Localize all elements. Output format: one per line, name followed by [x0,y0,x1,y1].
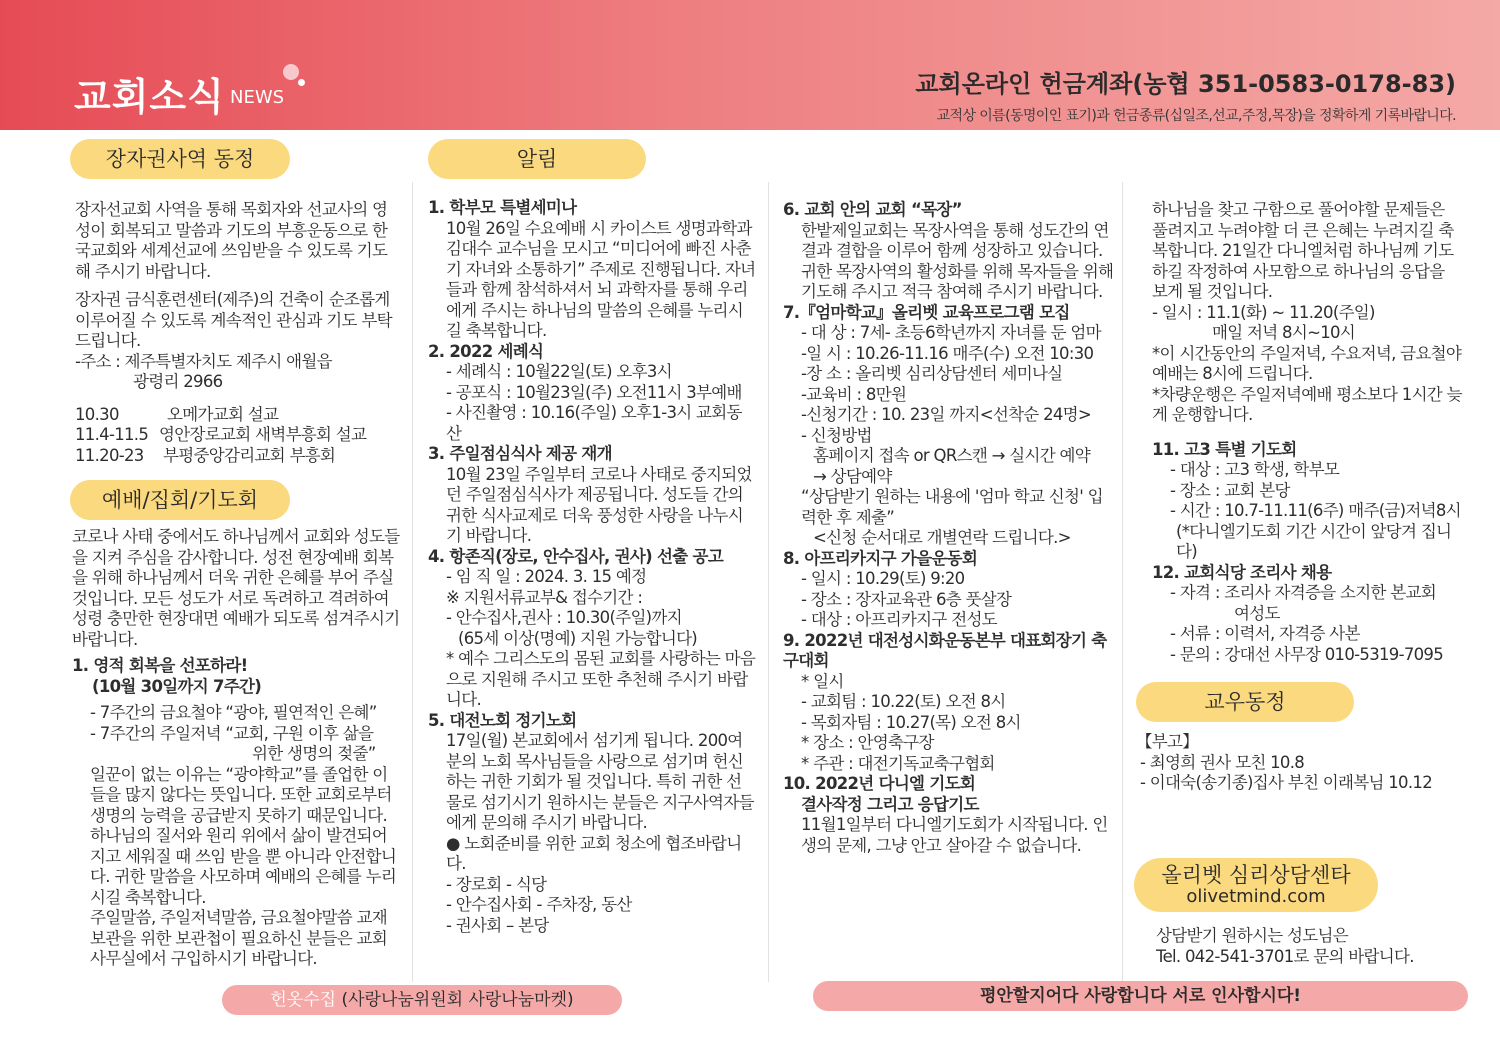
notice-line: - 자격 : 조리사 자격증을 소지한 본교회 [1170,583,1436,602]
notice-line: - 문의 : 강대선 사무장 010-5319-7095 [1170,644,1444,664]
notice-line: * 장소 : 안영축구장 [801,733,934,752]
notice-subtitle: 결사작정 그리고 응답기도 [801,794,979,814]
notice-line: (*다니엘기도회 기간 시간이 앞당겨 집니다) [1176,521,1452,561]
notice-line: - 신청방법 [801,425,872,445]
notice-line: -신청기간 : 10. 23일 까지<선착순 24명> [801,405,1092,424]
item-line: - 7주간의 금요철야 “광야, 필연적인 은혜” [90,703,377,722]
notice-bullet: ● 노회준비를 위한 교회 청소에 협조바랍니다. [446,833,742,873]
notice-line: - 임 직 일 : 2024. 3. 15 예정 [446,567,647,586]
members-section [1136,732,1466,794]
notice-body: 11월1일부터 다니엘기도회가 시작됩니다. 인생의 문제, 그냥 안고 살아갈 수 없습니다. [801,815,1108,855]
notice-line: - 장로회 - 식당 [446,874,547,894]
notice-body: * 예수 그리스도의 몸된 교회를 사랑하는 마음으로 지원해 주시고 또한 추천해 주시기 바랍니다. [446,649,756,709]
notice-line: ※ 지원서류교부& 접수기간 : [446,587,643,607]
notice-line: - 장소 : 교회 본당 [1170,480,1290,500]
item-subtitle: (10월 30일까지 7주간) [92,676,262,696]
olivet-line: 상담받기 원하시는 성도님은 [1156,926,1348,945]
olivet-line: Tel. 042-541-3701로 문의 바랍니다. [1156,946,1414,966]
section-pill-olivet [1134,858,1378,912]
account-note: 교적상 이름(동명이인 표기)과 헌금종류(십일조,선교,주정,목장)을 정확하게 기록바랍니다. [936,108,1456,124]
section-pill-members: 교우동정 [1136,682,1354,722]
address-line: -주소 : 제주특별자치도 제주시 애월읍 [75,351,332,371]
schedule-date: 11.20-23 [75,445,144,465]
notice-line: - 대상 : 고3 학생, 학부모 [1170,460,1340,479]
section-pill-worship: 예배/집회/기도회 [70,480,290,520]
notice-body: 하나님을 찾고 구함으로 풀어야할 문제들은 풀려지고 누려야할 더 큰 은혜는 누려지길 축복합니다. 21일간 다니엘처럼 하나님께 기도하길 작정하여 사모함으로 하나님의 응답을 보게 될 것입니다. [1152,200,1454,301]
notice-title: 7.『엄마학교』올리벳 교육프로그램 모집 [783,302,1070,322]
notice-line: - 목회자팀 : 10.27(목) 오전 8시 [801,712,1021,732]
footer-clothes-collection [222,985,622,1015]
notice-line: - 대 상 : 7세- 초등6학년까지 자녀를 둔 엄마 [801,323,1101,342]
notice-body: 10월 26일 수요예배 시 카이스트 생명과학과 김대수 교수님을 모시고 “미디어에 빠진 사춘기 자녀와 소통하기” 주제로 진행됩니다. 자녀들과 함께 참석하셔서 뇌 과학자를 통해 우리에게 주시는 하나님의 말씀의 은혜를 누리시길 축복합니다. [446,218,756,340]
members-line: - 최영희 권사 모친 10.8 [1140,752,1305,772]
notice-line: - 권사회 – 본당 [446,915,549,935]
decor-dot-large [283,64,299,80]
notice-line: - 장소 : 장자교육관 6층 풋살장 [801,589,1012,609]
schedule-row [75,425,400,446]
notice-line: 여성도 [1234,603,1280,623]
section-pill-notice: 알림 [428,139,646,179]
notice-title: 6. 교회 안의 교회 “목장” [783,200,962,219]
notice-line: * 일시 [801,671,844,691]
notice-line: - 교회팀 : 10.22(토) 오전 8시 [801,692,1006,711]
decor-dot-small [298,79,305,86]
notice-title: 1. 학부모 특별세미나 [428,198,577,217]
newsletter-title: 교회소식 [74,75,225,119]
notice-title: 5. 대전노회 정기노회 [428,710,577,730]
address-line: 광령리 2966 [133,372,223,391]
notice-line: - 공포식 : 10월23일(주) 오전11시 3부예배 [446,382,742,402]
notice-line: * 주관 : 대전기독교축구협회 [801,753,995,773]
schedule-text: 부평중앙감리교회 부흥회 [163,445,336,465]
column-divider [412,182,413,982]
notice-title: 4. 항존직(장로, 안수집사, 권사) 선출 공고 [428,546,723,566]
notice-line: → 상담예약 [813,466,892,486]
notice-line: -장 소 : 올리벳 심리상담센터 세미나실 [801,364,1063,383]
section-pill-mission: 장자권사역 동정 [70,139,290,179]
notice-line: *이 시간동안의 주일저녁, 수요저녁, 금요철야예배는 8시에 드립니다. [1152,343,1462,383]
column-3 [783,200,1115,856]
notice-title: 2. 2022 세례식 [428,341,544,361]
worship-paragraph: 코로나 사태 중에서도 하나님께서 교회와 성도들을 지켜 주심을 감사합니다. 성전 현장예배 회복을 위해 하나님께서 더욱 귀한 은혜를 부어 주실 것입니다. 모든 성도가 서로 독려하고 격려하여 성령 충만한 현장대면 예배가 되도록 섬겨주시기 바랍니다. [72,527,400,649]
notice-line: (65세 이상(명예) 지원 가능합니다) [458,628,698,648]
notice-body: 10월 23일 주일부터 코로나 사태로 중지되었던 주일점심식사가 제공됩니다. 성도들 간의 귀한 식사교제로 더욱 풍성한 사랑을 나누시기 바랍니다. [446,464,752,545]
notice-line: 매일 저녁 8시~10시 [1212,323,1356,342]
schedule-row [75,446,400,467]
notice-line: - 안수집사회 - 주차장, 동산 [446,895,632,914]
notice-title: 12. 교회식당 조리사 채용 [1152,562,1332,582]
notice-title: 3. 주일점심식사 제공 재개 [428,444,612,463]
notice-line: 홈페이지 접속 or QR스캔 → 실시간 예약 [813,446,1091,465]
footer-clothes-detail: (사랑나눔위원회 사랑나눔마켓) [341,990,574,1010]
notice-line: - 사진촬영 : 10.16(주일) 오후1-3시 교회동산 [446,403,742,443]
notice-line: - 세례식 : 10월22일(토) 오후3시 [446,362,672,381]
notice-line: - 서류 : 이력서, 자격증 사본 [1170,624,1360,643]
schedule-date: 10.30 [75,404,119,424]
footer-greeting: 평안할지어다 사랑합니다 서로 인사합시다! [813,981,1468,1011]
notice-line: <신청 순서대로 개별연락 드립니다.> [813,528,1071,547]
column-2 [428,198,756,936]
members-label: 【부고】 [1136,732,1199,751]
mission-paragraph: 장자권 금식훈련센터(제주)의 건축이 순조롭게 이루어질 수 있도록 계속적인 관심과 기도 부탁드립니다. [75,290,392,350]
notice-title: 9. 2022년 대전성시화운동본부 대표회장기 축구대회 [783,630,1107,670]
item-title: 1. 영적 회복을 선포하라! [72,656,248,675]
item-paragraph: 주일말씀, 주일저녁말씀, 금요철야말씀 교재 보관을 위한 보관첩이 필요하신 분들은 교회 사무실에서 구입하시기 바랍니다. [90,908,388,968]
olivet-name: 올리벳 심리상담센타 [1161,863,1351,887]
notice-line: - 시간 : 10.7-11.11(6주) 매주(금)저녁8시 [1170,501,1461,520]
olivet-url: olivetmind.com [1186,886,1326,907]
schedule-text: 오메가교회 설교 [167,404,279,424]
notice-body: 한밭제일교회는 목장사역을 통해 성도간의 연결과 결합을 이루어 함께 성장하고 있습니다. 귀한 목장사역의 활성화를 위해 목자들을 위해 기도해 주시고 적극 참여해 주시기 바랍니다. [801,220,1114,301]
header-banner [0,0,1500,130]
news-label: NEWS [230,87,285,108]
notice-line: *차량운행은 주일저녁예배 평소보다 1시간 늦게 운행합니다. [1152,384,1462,424]
notice-line: “상담받기 원하는 내용에 '엄마 학교 신청' 입력한 후 제출” [801,487,1103,527]
schedule-date: 11.4-11.5 [75,425,149,444]
notice-title: 11. 고3 특별 기도회 [1152,439,1297,459]
item-line: 위한 생명의 젖줄” [252,744,376,763]
notice-line: -교육비 : 8만원 [801,384,907,404]
notice-body: 17일(월) 본교회에서 섬기게 됩니다. 200여 분의 노회 목사님들을 사랑으로 섬기며 헌신하는 귀한 기회가 될 것입니다. 특히 귀한 선물로 섬기시기 원하시는 분들은 지구사역자들에게 문의해 주시기 바랍니다. [446,731,754,832]
schedule-text: 영안장로교회 새벽부흥회 설교 [159,425,367,444]
notice-line: - 일시 : 11.1(화) ~ 11.20(주일) [1152,302,1375,322]
footer-clothes-label: 헌옷수집 [270,990,337,1010]
notice-line: - 일시 : 10.29(토) 9:20 [801,569,965,588]
account-info [915,64,1456,125]
notice-line: -일 시 : 10.26-11.16 매주(수) 오전 10:30 [801,343,1094,363]
members-line: - 이대숙(송기종)집사 부친 이래복님 10.12 [1140,773,1432,792]
schedule-row [75,405,400,426]
notice-title: 8. 아프리카지구 가을운동회 [783,548,978,568]
column-divider [768,182,769,982]
column-1-worship [72,527,400,970]
account-title: 교회온라인 헌금계좌(농협 351-0583-0178-83) [915,70,1456,98]
notice-line: - 안수집사,권사 : 10.30(주일)까지 [446,608,682,627]
column-4 [1152,200,1462,665]
mission-schedule [75,405,400,467]
notice-title: 10. 2022년 다니엘 기도회 [783,774,976,793]
item-paragraph: 일꾼이 없는 이유는 “광야학교”를 졸업한 이들을 많지 않다는 뜻입니다. 또한 교회로부터 생명의 능력을 공급받지 못하기 때문입니다. 하나님의 질서와 원리 위에서 삶이 발견되어지고 세워질 때 쓰임 받을 뿐 아니라 안전합니다. 귀한 말씀을 사모하며 예배의 은혜를 누리시길 축복합니다. [90,764,397,907]
notice-line: - 대상 : 아프리카지구 전성도 [801,610,997,629]
column-1 [75,200,400,466]
olivet-contact [1156,926,1476,967]
mission-paragraph: 장자선교회 사역을 통해 목회자와 선교사의 영성이 회복되고 말씀과 기도의 부흥운동으로 한국교회와 세계선교에 쓰임받을 수 있도록 기도해 주시기 바랍니다. [75,200,388,281]
column-divider [1122,182,1123,982]
item-line: - 7주간의 주일저녁 “교회, 구원 이후 삶을 [90,723,374,743]
